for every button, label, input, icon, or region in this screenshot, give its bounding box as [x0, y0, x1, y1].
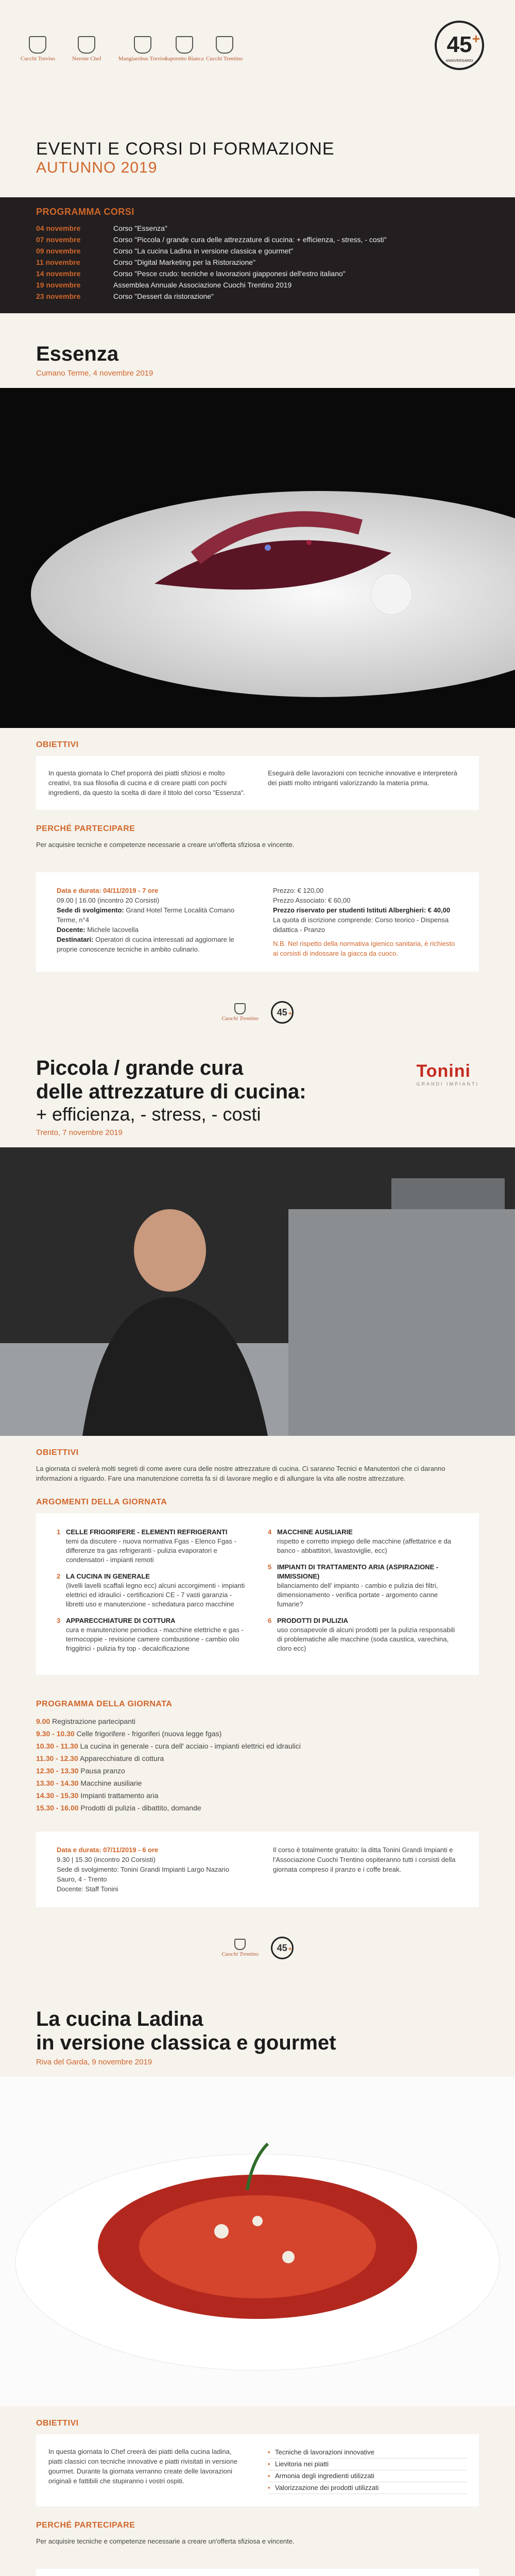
argument-text: cura e manutenzione periodica - macchine elettriche e gas - termocoppie - revisione camere combustione - cambio olio friggitrici - pulizia fry top - decalcificazione	[66, 1626, 244, 1652]
argument-text: (livelli lavelli scaffali legno ecc) alcuni accorgimenti - impianti elettrici ed idraulici - certificazioni CE - 7 vasti garanzia - libretti uso e manutenzione - schedatura parco macchine	[66, 1582, 245, 1608]
program-item	[36, 268, 479, 279]
chef-hat-logo	[72, 36, 101, 62]
chef-hat-logo	[165, 36, 203, 62]
anniversary-badge	[271, 1937, 294, 1959]
schedule-row	[36, 1777, 479, 1789]
section-heading: PERCHÉ PARTECIPARE	[36, 2521, 135, 2530]
program-text: Corso "Pesce crudo: tecniche e lavorazioni giapponesi dell'estro italiano"	[113, 269, 346, 278]
section-heading: OBIETTIVI	[36, 2419, 79, 2428]
argument-number: 4	[268, 1528, 272, 1536]
schedule-time: 10.30 - 11.30	[36, 1742, 78, 1750]
argument-item	[268, 1528, 458, 1555]
chef-hat-logo	[118, 36, 167, 62]
objective-text: Eseguirà delle lavorazioni con tecniche innovative e interpreterà dei piatti molto intriganti valorizzando la materia prima.	[268, 769, 457, 787]
argument-item	[268, 1563, 458, 1609]
argument-title: MACCHINE AUSILIARIE	[277, 1528, 353, 1536]
argument-item	[57, 1528, 247, 1565]
schedule-text: Macchine ausiliarie	[80, 1779, 142, 1787]
place-value: Sede di svolgimento: Tonini Grandi Impianti Largo Nazario Sauro, 4 - Trento	[57, 1866, 230, 1883]
list-item: • Tecniche di lavorazioni innovative	[268, 2447, 467, 2459]
dest-label: Destinatari:	[57, 936, 94, 943]
event-title: + efficienza, - stress, - costi	[36, 1104, 261, 1125]
price-students: Prezzo riservato per studenti Istituti Alberghieri: € 40,00	[273, 906, 451, 914]
logo-label: Nerone Chef	[72, 56, 101, 62]
technician-photo	[0, 1147, 515, 1436]
badge-number: 45	[277, 1007, 287, 1018]
objective-text: La giornata ci svelerà molti segreti di come avere cura delle nostre attrezzature di cucina. Ci saranno Tecnici e Manutentori che ci daranno informazioni a riguardo. Fare una manutenzione corretta fa sì di lavorare meglio e di allungare la vita alle nostre attrezzature.	[36, 1465, 445, 1482]
note: N.B. Nel rispetto della normativa igienico sanitaria, è richiesto ai corsisti di indossare la giacca da cuoco.	[273, 940, 455, 957]
program-date: 23 novembre	[36, 292, 81, 300]
program-item	[36, 257, 479, 268]
anniversary-badge	[271, 1001, 294, 1024]
season-title: AUTUNNO 2019	[36, 159, 158, 176]
sponsor-tag: GRANDI IMPIANTI	[416, 1081, 479, 1087]
argument-title: APPARECCHIATURE DI COTTURA	[66, 1617, 176, 1624]
program-list	[0, 197, 515, 313]
schedule-row	[36, 1802, 479, 1814]
plate-image	[0, 388, 515, 728]
objective-text: In questa giornata lo Chef creerà dei piatti della cucina ladina, piatti classici con tecniche innovative e piatti rivisitati in versione gourmet. Durante la giornata verranno create delle lavorazioni originali e fattibili che stupiranno i vostri ospiti.	[48, 2448, 238, 2485]
plus-icon: +	[288, 1945, 292, 1953]
program-date: 11 novembre	[36, 258, 80, 266]
event-subtitle: Riva del Garda, 9 novembre 2019	[36, 2058, 152, 2066]
program-text: Corso "Piccola / grande cura delle attrezzature di cucina: + efficienza, - stress, - costi"	[113, 235, 387, 244]
logo-label: Cucchi Trentino	[206, 56, 243, 62]
footer-logos	[0, 1920, 515, 1976]
argument-text: bilanciamento dell' impianto - cambio e pulizia dei filtri, dimensionamento - verifica portate - argomento canne fumarie?	[277, 1582, 438, 1608]
footer-logos	[0, 984, 515, 1041]
event-time: 9.30 | 15.30 (incontro 20 Corsisti)	[57, 1856, 156, 1863]
program-item	[36, 279, 479, 291]
program-item	[36, 245, 479, 257]
program-text: Corso "Dessert da ristorazione"	[113, 292, 214, 300]
price-includes: La quota di iscrizione comprende: Corso teorico - Dispensa didattica - Pranzo	[273, 916, 449, 934]
argument-title: CELLE FRIGORIFERE - ELEMENTI REFRIGERANTI	[66, 1528, 228, 1536]
event-date: Data e durata: 07/11/2019 - 6 ore	[57, 1846, 159, 1854]
program-text: Assemblea Annuale Associazione Cuochi Trentino 2019	[113, 281, 292, 289]
program-date: 14 novembre	[36, 269, 81, 278]
program-date: 07 novembre	[36, 235, 81, 244]
list-item: • Lievitoria nei piatti	[268, 2459, 467, 2470]
argument-number: 1	[57, 1528, 61, 1536]
dish-photo	[0, 388, 515, 728]
price-assoc: Prezzo Associato: € 60,00	[273, 896, 351, 904]
chef-hat-logo	[221, 1939, 258, 1957]
argument-item	[57, 1572, 247, 1609]
program-item	[36, 234, 479, 245]
teacher-value: Michele Iacovella	[87, 926, 139, 934]
section-heading: OBIETTIVI	[36, 1448, 79, 1457]
argument-item	[268, 1616, 458, 1653]
event-title: Essenza	[36, 343, 119, 365]
event-subtitle: Trento, 7 novembre 2019	[36, 1128, 123, 1137]
logo-label: Mangiarobus Treviso	[118, 56, 167, 62]
plate-image	[0, 2077, 515, 2406]
schedule-text: Celle frigorifere - frigoriferi (nuova legge fgas)	[76, 1730, 222, 1738]
section-heading: OBIETTIVI	[36, 740, 79, 749]
logo-text: Cuochi Trentino	[221, 1951, 259, 1957]
logo-text: Cuochi Trentino	[221, 1015, 259, 1022]
place-label: Sede di svolgimento:	[57, 906, 124, 914]
chef-hat-logo	[21, 36, 55, 62]
list-item: • Valorizzazione dei prodotti utilizzati	[268, 2482, 467, 2494]
event-date: Data e durata: 04/11/2019 - 7 ore	[57, 887, 159, 894]
schedule-time: 11.30 - 12.30	[36, 1754, 78, 1762]
page-title: EVENTI E CORSI DI FORMAZIONE	[36, 139, 335, 159]
program-heading: PROGRAMMA CORSI	[36, 207, 134, 217]
argument-title: PRODOTTI DI PULIZIA	[277, 1617, 348, 1624]
schedule-time: 15.30 - 16.00	[36, 1804, 79, 1812]
schedule-row	[36, 1752, 479, 1765]
why-text: Per acquisire tecniche e competenze necessarie a creare un'offerta sfiziosa e vincente.	[36, 2537, 295, 2545]
argument-text: uso consapevole di alcuni prodotti per la pulizia responsabili di problematiche alle macchine (soda caustica, varechina, cloro ecc)	[277, 1626, 455, 1652]
argument-text: rispetto e corretto impiego delle macchine (affettatrice e da banco - abbattitori, lavastoviglie, ecc)	[277, 1537, 451, 1554]
chef-hat-logo	[221, 1003, 258, 1022]
schedule-row	[36, 1765, 479, 1777]
schedule-row	[36, 1715, 479, 1727]
teacher-value: Docente: Staff Tonini	[57, 1885, 118, 1893]
schedule-text: Prodotti di pulizia - dibattito, domande	[80, 1804, 201, 1812]
badge-number: 45	[277, 1943, 287, 1953]
section-heading: ARGOMENTI DELLA GIORNATA	[36, 1498, 167, 1506]
schedule-row	[36, 1740, 479, 1752]
section-heading: PERCHÉ PARTECIPARE	[36, 824, 135, 833]
argument-number: 6	[268, 1617, 272, 1624]
schedule-time: 13.30 - 14.30	[36, 1779, 79, 1787]
plus-icon: +	[472, 31, 480, 46]
argument-title: LA CUCINA IN GENERALE	[66, 1572, 150, 1580]
argument-number: 3	[57, 1617, 61, 1624]
sponsor-logo	[416, 1061, 479, 1087]
dish-photo	[0, 2077, 515, 2406]
anniversary-badge	[435, 21, 484, 70]
dest-value: Operatori di cucina interessati ad aggiornare le proprie conoscenze tecniche in ambito culinario.	[57, 936, 234, 953]
argument-number: 5	[268, 1563, 272, 1571]
event-time: 09.00 | 16.00 (incontro 20 Corsisti)	[57, 896, 160, 904]
logo-label: Saporetto Bianca	[165, 56, 204, 62]
event-title: La cucina Ladina	[36, 2008, 203, 2030]
program-item	[36, 291, 479, 302]
program-date: 09 novembre	[36, 247, 81, 255]
schedule-time: 12.30 - 13.30	[36, 1767, 79, 1775]
program-text: Corso "Essenza"	[113, 224, 167, 232]
schedule-text: Impianti trattamento aria	[80, 1791, 159, 1800]
badge-number: 45	[447, 32, 472, 57]
event-title: delle attrezzature di cucina:	[36, 1080, 306, 1103]
argument-number: 2	[57, 1572, 61, 1580]
program-text: Corso "La cucina Ladina in versione classica e gourmet"	[113, 247, 294, 255]
list-item: • Armonia degli ingredienti utilizzati	[268, 2470, 467, 2482]
schedule-row	[36, 1727, 479, 1740]
kitchen-image	[0, 1147, 515, 1436]
argument-title: IMPIANTI DI TRATTAMENTO ARIA (ASPIRAZIONE - IMMISSIONE)	[277, 1563, 439, 1580]
argument-text: temi da discutere - nuova normativa Fgas - Elenco Fgas - differenze tra gas refrigeranti - pulizia evaporatori e condensatori - impianti remoti	[66, 1537, 236, 1564]
logo-label: Cucchi Treviso	[21, 56, 55, 62]
schedule-text: La cucina in generale - cura dell' acciaio - impianti elettrici ed idraulici	[80, 1742, 301, 1750]
program-text: Corso "Digital Marketing per la Ristorazione"	[113, 258, 256, 266]
schedule-text: Pausa pranzo	[80, 1767, 125, 1775]
schedule-time: 9.00	[36, 1717, 50, 1725]
schedule-row	[36, 1789, 479, 1802]
event-subtitle: Cumano Terme, 4 novembre 2019	[36, 369, 153, 378]
event-title: in versione classica e gourmet	[36, 2031, 336, 2054]
section-heading: PROGRAMMA DELLA GIORNATA	[36, 1700, 173, 1708]
schedule-text: Apparecchiature di cottura	[79, 1754, 164, 1762]
plus-icon: +	[288, 1010, 292, 1017]
place-value: Grand Hotel Terme Località Comano Terme, n°4	[57, 906, 235, 924]
schedule-time: 9.30 - 10.30	[36, 1730, 75, 1738]
teacher-label: Docente:	[57, 926, 85, 934]
price: Prezzo: € 120,00	[273, 887, 324, 894]
program-date: 19 novembre	[36, 281, 81, 289]
program-item	[36, 223, 479, 234]
argument-item	[57, 1616, 247, 1653]
schedule-text: Registrazione partecipanti	[52, 1717, 136, 1725]
sponsor-brand: Tonini	[416, 1061, 471, 1081]
badge-sub: ANNIVERSARIO	[445, 59, 473, 63]
header	[0, 0, 515, 108]
event-title: Piccola / grande cura	[36, 1057, 244, 1079]
objective-text: In questa giornata lo Chef proporrà dei piatti sfiziosi e molto creativi, tra sua filosofia di cucina e di creare piatti con pochi ingredienti, da questo la scelta di dare il titolo del corso "Essenza".	[48, 769, 246, 796]
schedule-time: 14.30 - 15.30	[36, 1791, 79, 1800]
why-text: Per acquisire tecniche e competenze necessarie a creare un'offerta sfiziosa e vincente.	[36, 841, 295, 849]
price-note: Il corso è totalmente gratuito: la ditta Tonini Grandi Impianti e l'Associazione Cuochi Trentino ospiteranno tutti i corsisti della giornata compreso il pranzo e i coffe break.	[273, 1846, 456, 1873]
program-date: 04 novembre	[36, 224, 81, 232]
chef-hat-logo	[206, 36, 243, 62]
